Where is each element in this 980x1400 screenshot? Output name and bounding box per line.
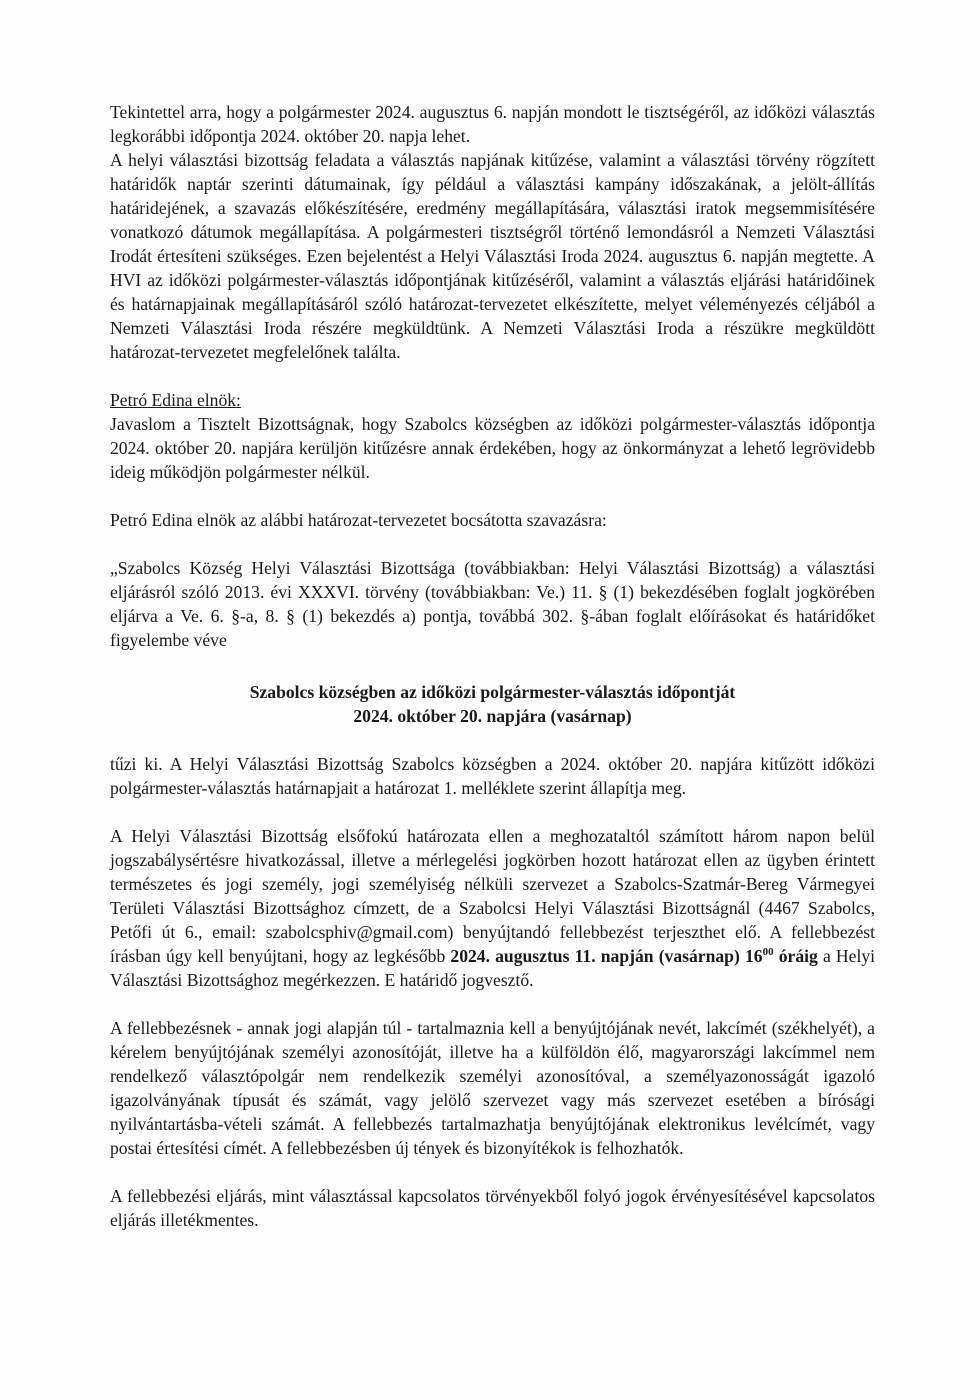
appeal-deadline-minutes: 00 (762, 946, 774, 959)
appeal-paragraph (110, 824, 875, 992)
appeal-text-part-2: a Helyi Választási Bizottsághoz megérkezzen. E határidő jogvesztő. (110, 946, 876, 990)
document-page (110, 100, 875, 1232)
appeal-deadline-date: 2024. augusztus 11. napján (vasárnap) 16 (450, 946, 763, 966)
appeal-deadline (450, 946, 817, 966)
resolution-preamble: „Szabolcs Község Helyi Választási Bizottsága (továbbiakban: Helyi Választási Bizottság) a választási eljárásról szóló 2013. évi XXXVI. törvény (továbbiakban: Ve.) 11. § (1) bekezdésében foglalt jogkörében eljárva a Ve. 6. §-a, 8. § (1) bekezdés a) pontja, továbbá 302. §-ában foglalt előírásokat és határidőket figyelembe véve (110, 558, 875, 650)
fee-paragraph: A fellebbezési eljárás, mint választással kapcsolatos törvényekből folyó jogok érvényesítésével kapcsolatos eljárás illetékmentes. (110, 1186, 875, 1230)
decision-paragraph: tűzi ki. A Helyi Választási Bizottság Szabolcs községben a 2024. október 20. napjára kitűzött időközi polgármester-választás határnapjait a határozat 1. melléklete szerint állapítja meg. (110, 754, 875, 798)
speaker-label (110, 388, 875, 412)
intro-paragraph-1: Tekintettel arra, hogy a polgármester 2024. augusztus 6. napján mondott le tisztségéről, az időközi választás legkorábbi időpontja 2024. október 20. napja lehet. (110, 102, 875, 146)
speaker-statement: Javaslom a Tisztelt Bizottságnak, hogy Szabolcs községben az időközi polgármester-választás időpontja 2024. október 20. napjára kerüljön kitűzésre annak érdekében, hogy az önkormányzat a lehető legrövidebb ideig működjön polgármester nélkül. (110, 414, 875, 482)
intro-paragraph-2: A helyi választási bizottság feladata a választás napjának kitűzése, valamint a választási törvény rögzített határidők naptár szerinti dátumainak, így például a választási kampány időszakának, a jelölt-állítás határidejének, a szavazás előkészítésére, eredmény megállapítására, választási iratok megsemmisítésére vonatkozó dátumok megállapítása. A polgármesteri tisztségről történő lemondásról a Nemzeti Választási Irodát értesíteni szükséges. Ezen bejelentést a Helyi Választási Iroda 2024. augusztus 6. napján megtette. A HVI az időközi polgármester-választás időpontjának kitűzéséről, valamint a választás eljárási határidőinek és határnapjainak megállapításáról szóló határozat-tervezetet elkészítette, melyet véleményezés céljából a Nemzeti Választási Iroda részére megküldtünk. A Nemzeti Választási Iroda a részükre megküldött határozat-tervezetet megfelelőnek találta. (110, 150, 875, 362)
appeal-text-part-1: A Helyi Választási Bizottság elsőfokú határozata ellen a meghozataltól számított három napon belül jogszabálysértésre hivatkozással, illetve a mérlegelési jogkörben hozott határozat ellen az ügyben érintett természetes és jogi személy, jogi személyiség nélküli szervezet a Szabolcs-Szatmár-Bereg Vármegyei Területi Választási Bizottsághoz címzett, de a Szabolcsi Helyi Választási Bizottságnál (4467 Szabolcs, Petőfi út 6., email: szabolcsphiv@gmail.com) benyújtandó fellebbezést terjeszthet elő. A fellebbezést írásban úgy kell benyújtani, hogy az legkésőbb (110, 826, 875, 966)
speaker-name: Petró Edina elnök: (110, 390, 241, 410)
vote-intro: Petró Edina elnök az alábbi határozat-tervezetet bocsátotta szavazásra: (110, 510, 607, 530)
appeal-content-paragraph: A fellebbezésnek - annak jogi alapján túl - tartalmaznia kell a benyújtójának nevét, lakcímét (székhelyét), a kérelem benyújtójának személyi azonosítóját, illetve ha a külföldön élő, magyarországi lakcímmel nem rendelkező választópolgár nem rendelkezik személyi azonosítóval, a személyazonosságát igazoló igazolványának típusát és számát, vagy jelölő szervezet vagy más szervezet esetében a bírósági nyilvántartásba-vételi számát. A fellebbezés tartalmazhatja benyújtójának elektronikus levélcímét, vagy postai értesítési címét. A fellebbezésben új tények és bizonyítékok is felhozhatók. (110, 1018, 875, 1158)
appeal-deadline-suffix: óráig (778, 946, 818, 966)
resolution-title-line-1: Szabolcs községben az időközi polgármester-választás időpontját (249, 682, 736, 702)
resolution-title-line-2: 2024. október 20. napjára (vasárnap) (353, 706, 632, 726)
resolution-title (110, 680, 875, 728)
